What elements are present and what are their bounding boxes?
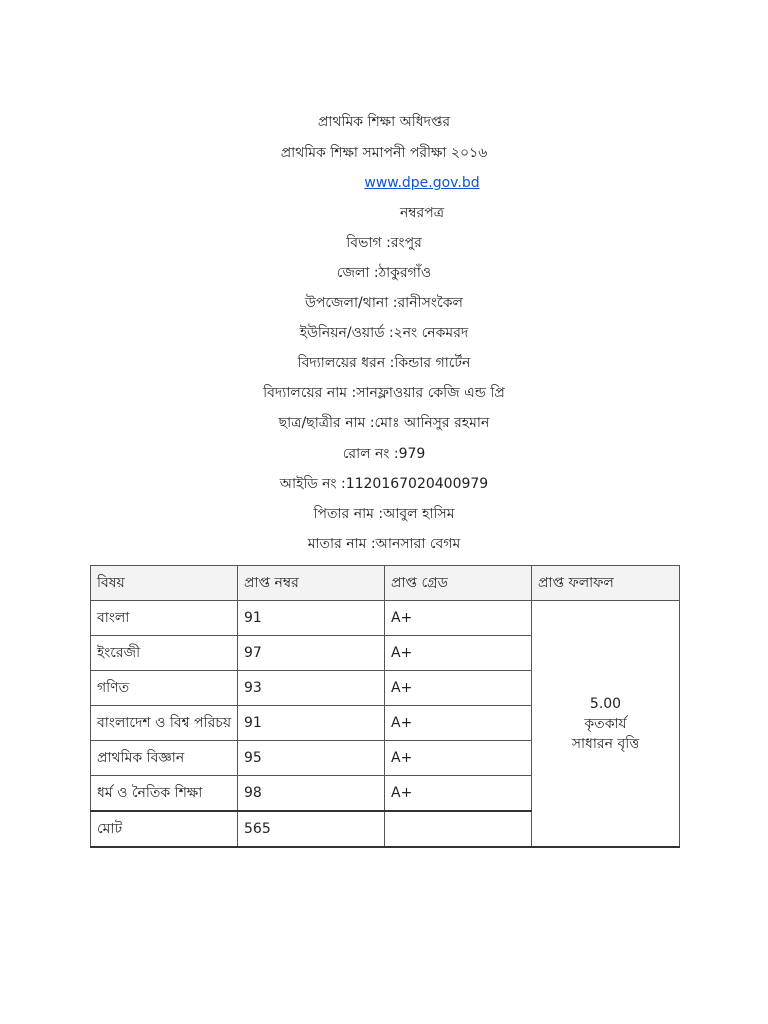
mother-name-info: মাতার নাম :আনসারা বেগম bbox=[307, 536, 461, 552]
subject-cell: ধর্ম ও নৈতিক শিক্ষা bbox=[91, 776, 238, 812]
marks-cell: 98 bbox=[238, 776, 385, 812]
exam-title: প্রাথমিক শিক্ষা সমাপনী পরীক্ষা ২০১৬ bbox=[280, 145, 488, 161]
total-label: মোট bbox=[91, 811, 238, 847]
grade-cell: A+ bbox=[385, 636, 532, 671]
subject-cell: বাংলাদেশ ও বিশ্ব পরিচয় bbox=[91, 706, 238, 741]
scholarship-status: সাধারন বৃত্তি bbox=[571, 735, 640, 752]
table-header-row bbox=[91, 566, 680, 601]
pass-status: কৃতকার্য bbox=[584, 715, 627, 732]
school-name-info: বিদ্যালয়ের নাম :সানফ্লাওয়ার কেজি এন্ড প্রি bbox=[263, 385, 505, 401]
upazila-info: উপজেলা/থানা :রানীসংকৈল bbox=[305, 295, 463, 311]
grade-cell: A+ bbox=[385, 671, 532, 706]
total-grade bbox=[385, 811, 532, 847]
division-info: বিভাগ :রংপুর bbox=[346, 235, 422, 251]
district-info: জেলা :ঠাকুরগাঁও bbox=[336, 265, 432, 281]
marks-cell: 91 bbox=[238, 706, 385, 741]
website-link[interactable]: www.dpe.gov.bd bbox=[364, 175, 480, 191]
marks-cell: 95 bbox=[238, 741, 385, 776]
grade-cell: A+ bbox=[385, 741, 532, 776]
result-table bbox=[90, 565, 680, 848]
marks-cell: 93 bbox=[238, 671, 385, 706]
total-marks: 565 bbox=[238, 811, 385, 847]
website-line bbox=[0, 173, 768, 193]
school-type-info: বিদ্যালয়ের ধরন :কিন্ডার গার্টেন bbox=[297, 355, 471, 371]
result-cell bbox=[532, 601, 680, 848]
roll-info: রোল নং :979 bbox=[342, 446, 426, 462]
document-type: নম্বরপত্র bbox=[399, 205, 445, 221]
student-name-info: ছাত্র/ছাত্রীর নাম :মোঃ আনিসুর রহমান bbox=[278, 415, 490, 431]
marks-cell: 97 bbox=[238, 636, 385, 671]
father-name-info: পিতার নাম :আবুল হাসিম bbox=[313, 506, 455, 522]
directorate-title: প্রাথমিক শিক্ষা অধিদপ্তর bbox=[317, 114, 451, 130]
header-grade: প্রাপ্ত গ্রেড bbox=[385, 566, 532, 601]
union-info: ইউনিয়ন/ওয়ার্ড :২নং নেকমরদ bbox=[299, 325, 469, 341]
subject-cell: প্রাথমিক বিজ্ঞান bbox=[91, 741, 238, 776]
id-info: আইডি নং :112016702040097​9 bbox=[279, 476, 489, 492]
gpa-value: 5.00 bbox=[589, 695, 622, 712]
header-marks: প্রাপ্ত নম্বর bbox=[238, 566, 385, 601]
subject-cell: বাংলা bbox=[91, 601, 238, 636]
subject-cell: গণিত bbox=[91, 671, 238, 706]
header-result: প্রাপ্ত ফলাফল bbox=[532, 566, 680, 601]
table-row bbox=[91, 601, 680, 636]
subject-cell: ইংরেজী bbox=[91, 636, 238, 671]
grade-cell: A+ bbox=[385, 706, 532, 741]
marks-cell: 91 bbox=[238, 601, 385, 636]
grade-cell: A+ bbox=[385, 601, 532, 636]
grade-cell: A+ bbox=[385, 776, 532, 812]
header-subject: বিষয় bbox=[91, 566, 238, 601]
